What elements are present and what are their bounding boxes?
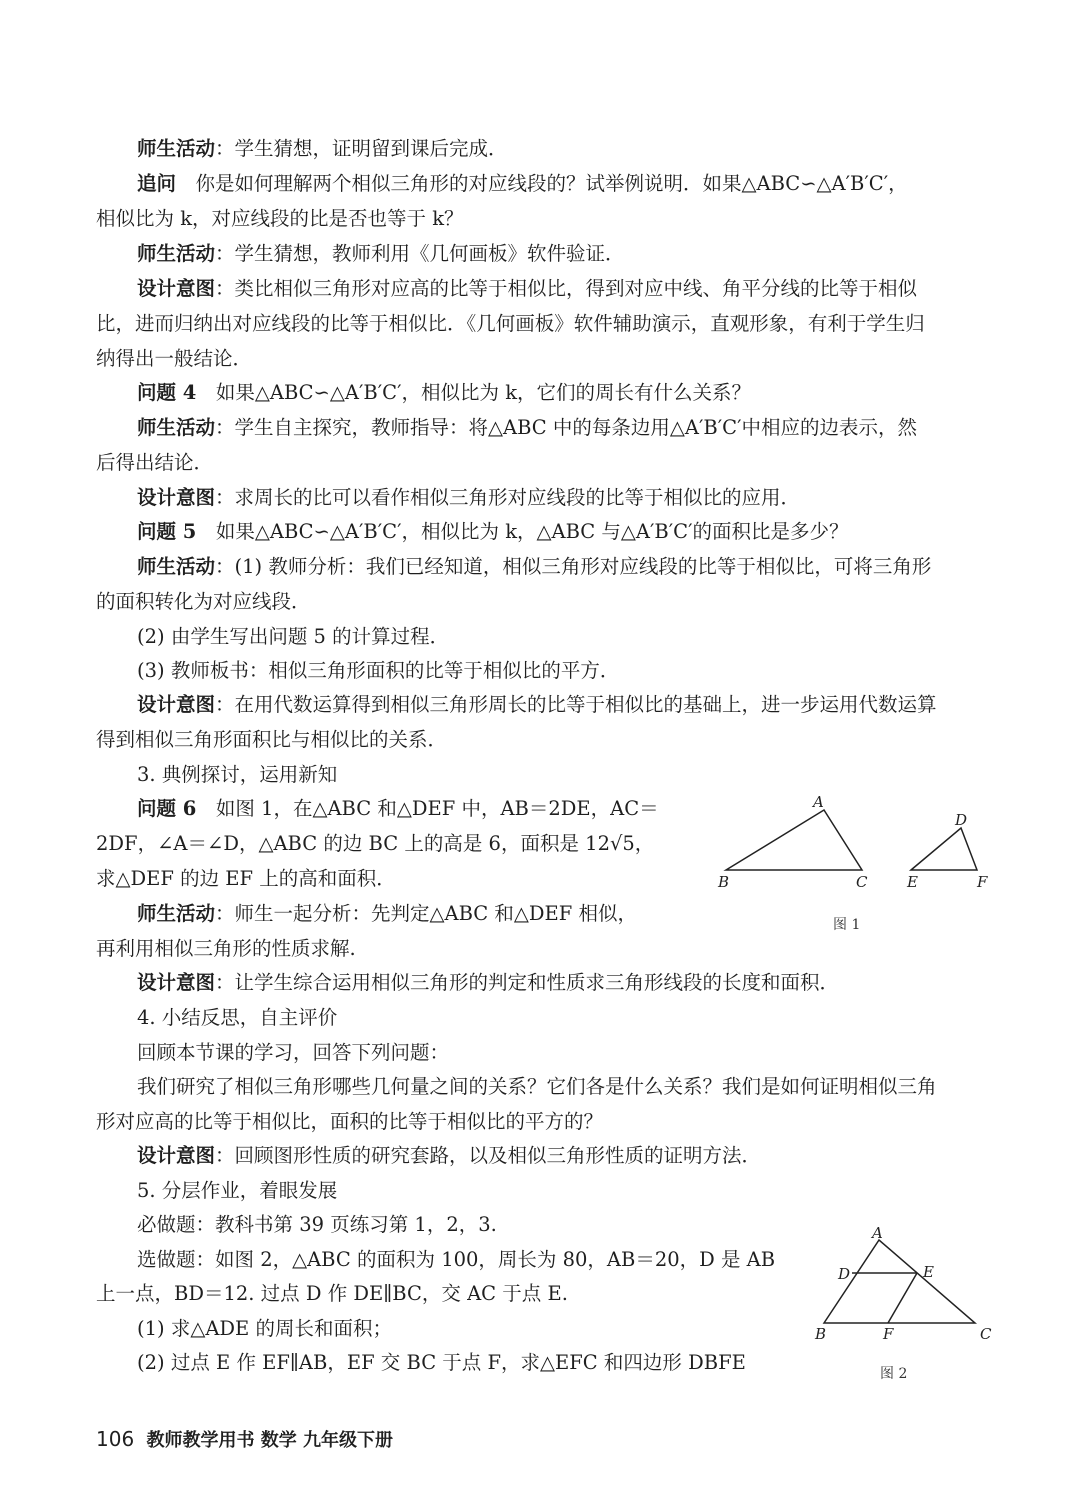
text-line [137, 242, 625, 265]
line-label: 设计意图 [137, 693, 216, 716]
page-footer [96, 1426, 393, 1452]
vertex-label-b: B [718, 873, 730, 891]
line-label: 师生活动 [137, 416, 216, 439]
text-line [137, 416, 917, 439]
line-text: 你是如何理解两个相似三角形的对应线段的？试举例说明．如果△ABC∽△A′B′C′， [176, 172, 908, 195]
text-line: 比，进而归纳出对应线段的比等于相似比．《几何画板》软件辅助演示，直观形象，有利于学生归 [96, 312, 925, 335]
line-text: ：师生一起分析：先判定△ABC 和△DEF 相似， [215, 902, 637, 925]
text-line: (1) 求△ADE 的周长和面积； [137, 1317, 392, 1340]
text-line: 再利用相似三角形的性质求解. [96, 937, 356, 960]
vertex-label-b: B [815, 1325, 827, 1343]
text-line: 得到相似三角形面积比与相似比的关系． [96, 728, 448, 751]
text-line: 选做题：如图 2，△ABC 的面积为 100，周长为 80，AB＝20，D 是 AB [137, 1248, 776, 1271]
line-label: 设计意图 [137, 971, 216, 994]
text-line [137, 520, 849, 543]
section-heading: 3. 典例探讨，运用新知 [137, 763, 338, 786]
vertex-label-e: E [907, 873, 918, 891]
text-line: (2) 由学生写出问题 5 的计算过程． [137, 625, 450, 648]
vertex-label-c: C [856, 873, 868, 891]
line-text: ：求周长的比可以看作相似三角形对应线段的比等于相似比的应用． [215, 486, 801, 509]
text-line: 我们研究了相似三角形哪些几何量之间的关系？它们各是什么关系？我们是如何证明相似三角 [137, 1075, 937, 1098]
section-heading: 5. 分层作业，着眼发展 [137, 1179, 338, 1202]
text-line [137, 902, 637, 925]
vertex-label-a: A [813, 795, 824, 811]
text-line [137, 693, 937, 716]
line-label: 师生活动 [137, 555, 216, 578]
line-label: 设计意图 [137, 277, 216, 300]
text-line: 上一点，BD＝12. 过点 D 作 DE∥BC，交 AC 于点 E. [96, 1282, 568, 1305]
line-label: 问题 4 [137, 381, 197, 404]
text-line: 形对应高的比等于相似比，面积的比等于相似比的平方的？ [96, 1110, 604, 1133]
text-line: 回顾本节课的学习，回答下列问题： [137, 1041, 450, 1064]
figure-2-caption: 图 2 [880, 1366, 908, 1382]
line-label: 问题 5 [137, 520, 197, 543]
text-line [137, 555, 931, 578]
text-line [137, 277, 917, 300]
line-label: 设计意图 [137, 1144, 216, 1167]
vertex-label-d: D [838, 1265, 851, 1283]
line-text: ：学生猜想，证明留到课后完成． [215, 137, 508, 160]
text-line: (2) 过点 E 作 EF∥AB，EF 交 BC 于点 F，求△EFC 和四边形 DBFE [137, 1351, 746, 1374]
line-text: ：让学生综合运用相似三角形的判定和性质求三角形线段的长度和面积． [215, 971, 840, 994]
text-line: 纳得出一般结论． [96, 347, 253, 370]
vertex-label-c: C [980, 1325, 992, 1343]
line-text: ：类比相似三角形对应高的比等于相似比，得到对应中线、角平分线的比等于相似 [215, 277, 918, 300]
line-label: 师生活动 [137, 137, 216, 160]
text-line [137, 486, 800, 509]
line-label: 问题 6 [137, 797, 197, 820]
vertex-label-a: A [872, 1225, 883, 1242]
line-text: 如果△ABC∽△A′B′C′，相似比为 k，△ABC 与△A′B′C′的面积比是多少？ [196, 520, 849, 543]
figure-1 [715, 795, 1005, 904]
line-text: ：学生猜想，教师利用《几何画板》软件验证． [215, 242, 625, 265]
book-title: 教师教学用书 数学 九年级下册 [146, 1430, 394, 1451]
text-line [137, 971, 839, 994]
figure-1-triangles [715, 795, 1005, 900]
text-line [137, 137, 508, 160]
text-line [137, 797, 659, 820]
line-label: 追问 [137, 172, 177, 195]
text-line: 必做题：教科书第 39 页练习第 1，2，3. [137, 1213, 497, 1236]
line-text: ：在用代数运算得到相似三角形周长的比等于相似比的基础上，进一步运用代数运算 [215, 693, 937, 716]
text-line: 2DF，∠A＝∠D，△ABC 的边 BC 上的高是 6，面积是 12√5， [96, 832, 655, 855]
text-line [137, 172, 908, 195]
vertex-label-e: E [923, 1263, 934, 1281]
text-line [137, 381, 751, 404]
text-line: 后得出结论． [96, 451, 214, 474]
text-line: 的面积转化为对应线段． [96, 590, 311, 613]
line-text: ：(1) 教师分析：我们已经知道，相似三角形对应线段的比等于相似比，可将三角形 [215, 555, 932, 578]
line-label: 师生活动 [137, 242, 216, 265]
section-heading: 4. 小结反思，自主评价 [137, 1006, 338, 1029]
text-line: (3) 教师板书：相似三角形面积的比等于相似比的平方． [137, 659, 620, 682]
vertex-label-f: F [883, 1325, 894, 1343]
figure-2-triangle [810, 1225, 1000, 1350]
figure-1-caption: 图 1 [833, 917, 861, 933]
figure-2 [810, 1225, 1000, 1354]
text-line: 相似比为 k，对应线段的比是否也等于 k？ [96, 207, 464, 230]
text-line: 求△DEF 的边 EF 上的高和面积． [96, 867, 396, 890]
line-label: 师生活动 [137, 902, 216, 925]
line-label: 设计意图 [137, 486, 216, 509]
page-number: 106 [96, 1427, 135, 1451]
line-text: ：学生自主探究，教师指导：将△ABC 中的每条边用△A′B′C′中相应的边表示，然 [215, 416, 918, 439]
line-text: ：回顾图形性质的研究套路，以及相似三角形性质的证明方法． [215, 1144, 762, 1167]
text-line [137, 1144, 761, 1167]
vertex-label-f: F [977, 873, 988, 891]
vertex-label-d: D [955, 811, 968, 829]
line-text: 如果△ABC∽△A′B′C′，相似比为 k，它们的周长有什么关系？ [196, 381, 752, 404]
segment-ef [888, 1273, 917, 1323]
line-text: 如图 1，在△ABC 和△DEF 中，AB＝2DE，AC＝ [196, 797, 659, 820]
triangle-def [911, 828, 977, 870]
triangle-abc [726, 810, 862, 870]
